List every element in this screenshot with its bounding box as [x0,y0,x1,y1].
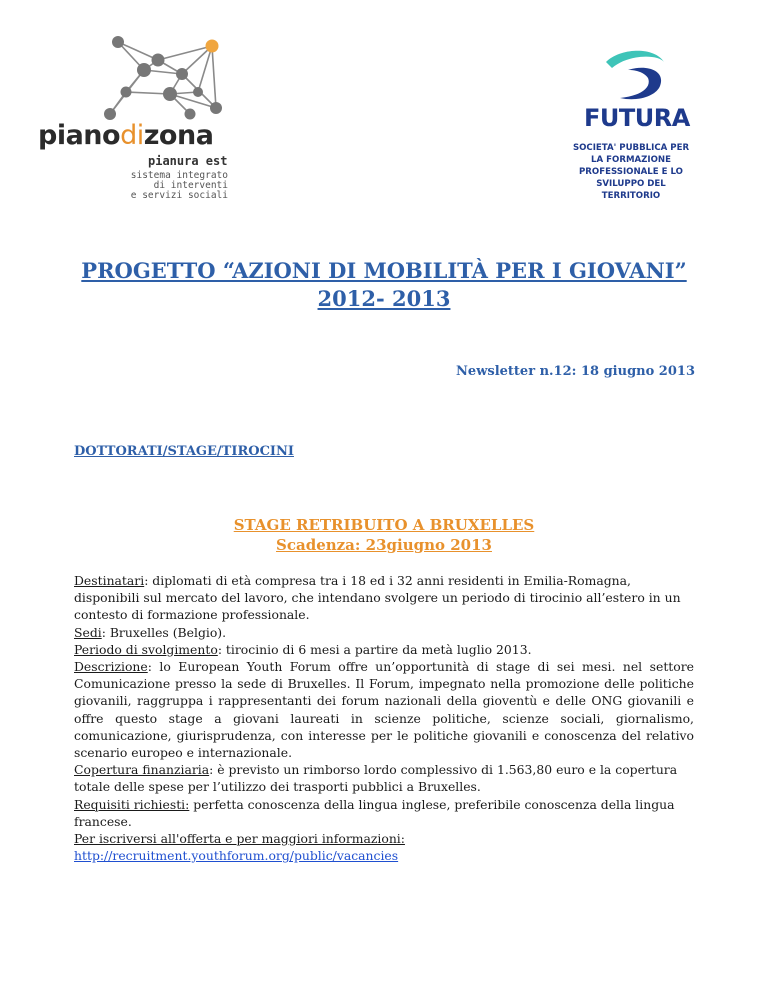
section-heading: DOTTORATI/STAGE/TIROCINI [74,444,294,459]
futura-logo [572,48,722,201]
offer-details [74,572,694,864]
destinatari-paragraph: Destinatari: diplomati di età compresa tra i 18 ed i 32 anni residenti in Emilia-Romagna, disponibili sul mercato del lavoro, che intendano svolgere un periodo di tirocinio all’estero in un contesto di formazione professionale. [74,573,681,623]
project-title: PROGETTO “AZIONI DI MOBILITÀ PER I GIOVANI” [81,258,687,283]
project-years: 2012- 2013 [317,286,451,311]
futura-name: FUTURA [584,104,690,132]
iscrizione-label: Per iscriversi all'offerta e per maggiori informazioni: [74,831,405,847]
futura-swoosh-icon [598,48,678,104]
pianodizona-wordmark: pianodizona [38,120,214,151]
copertura-paragraph: Copertura finanziaria: è previsto un rimborso lordo complessivo di 1.563,80 euro e la copertura totale delle spese per l’utilizzo dei trasporti pubblici a Bruxelles. [74,762,678,795]
stage-title: STAGE RETRIBUITO A BRUXELLES [233,516,535,534]
stage-deadline: Scadenza: 23giugno 2013 [276,536,492,554]
pianodizona-logo [38,34,238,201]
sedi-paragraph: Sedi: Bruxelles (Belgio). [74,624,227,640]
pianodizona-tagline: sistema integrato di interventi e servizi sociali [130,170,228,201]
periodo-paragraph: Periodo di svolgimento: tirocinio di 6 mesi a partire da metà luglio 2013. [74,641,532,657]
futura-description: SOCIETA' PUBBLICA PER LA FORMAZIONE PROFESSIONALE E LO SVILUPPO DEL TERRITORIO [572,143,690,201]
requisiti-paragraph: Requisiti richiesti: perfetta conoscenza della lingua inglese, preferibile conoscenza della lingua francese. [74,796,675,829]
pianodizona-subtitle: pianura est [148,154,228,168]
network-graph-icon [98,34,228,124]
descrizione-paragraph: Descrizione: lo European Youth Forum offre un’opportunità di stage di sei mesi. nel settore Comunicazione presso la sede di Bruxelles. Il Forum, impegnato nella promozione delle politiche giovanili, raggruppa i rappresentanti dei forum nazionali della gioventù e delle ONG giovanili e offre questo stage a giovani laureati in scienze politiche, scienze sociali, giornalismo, comunicazione, giurisprudenza, con interesse per le politiche giovanili e conoscenza del relativo scenario europeo e internazionale. [74,659,694,761]
newsletter-label: Newsletter n.12: 18 giugno 2013 [456,364,695,379]
link-paragraph [74,847,694,864]
vacancies-link[interactable]: http://recruitment.youthforum.org/public/vacancies [74,848,399,864]
